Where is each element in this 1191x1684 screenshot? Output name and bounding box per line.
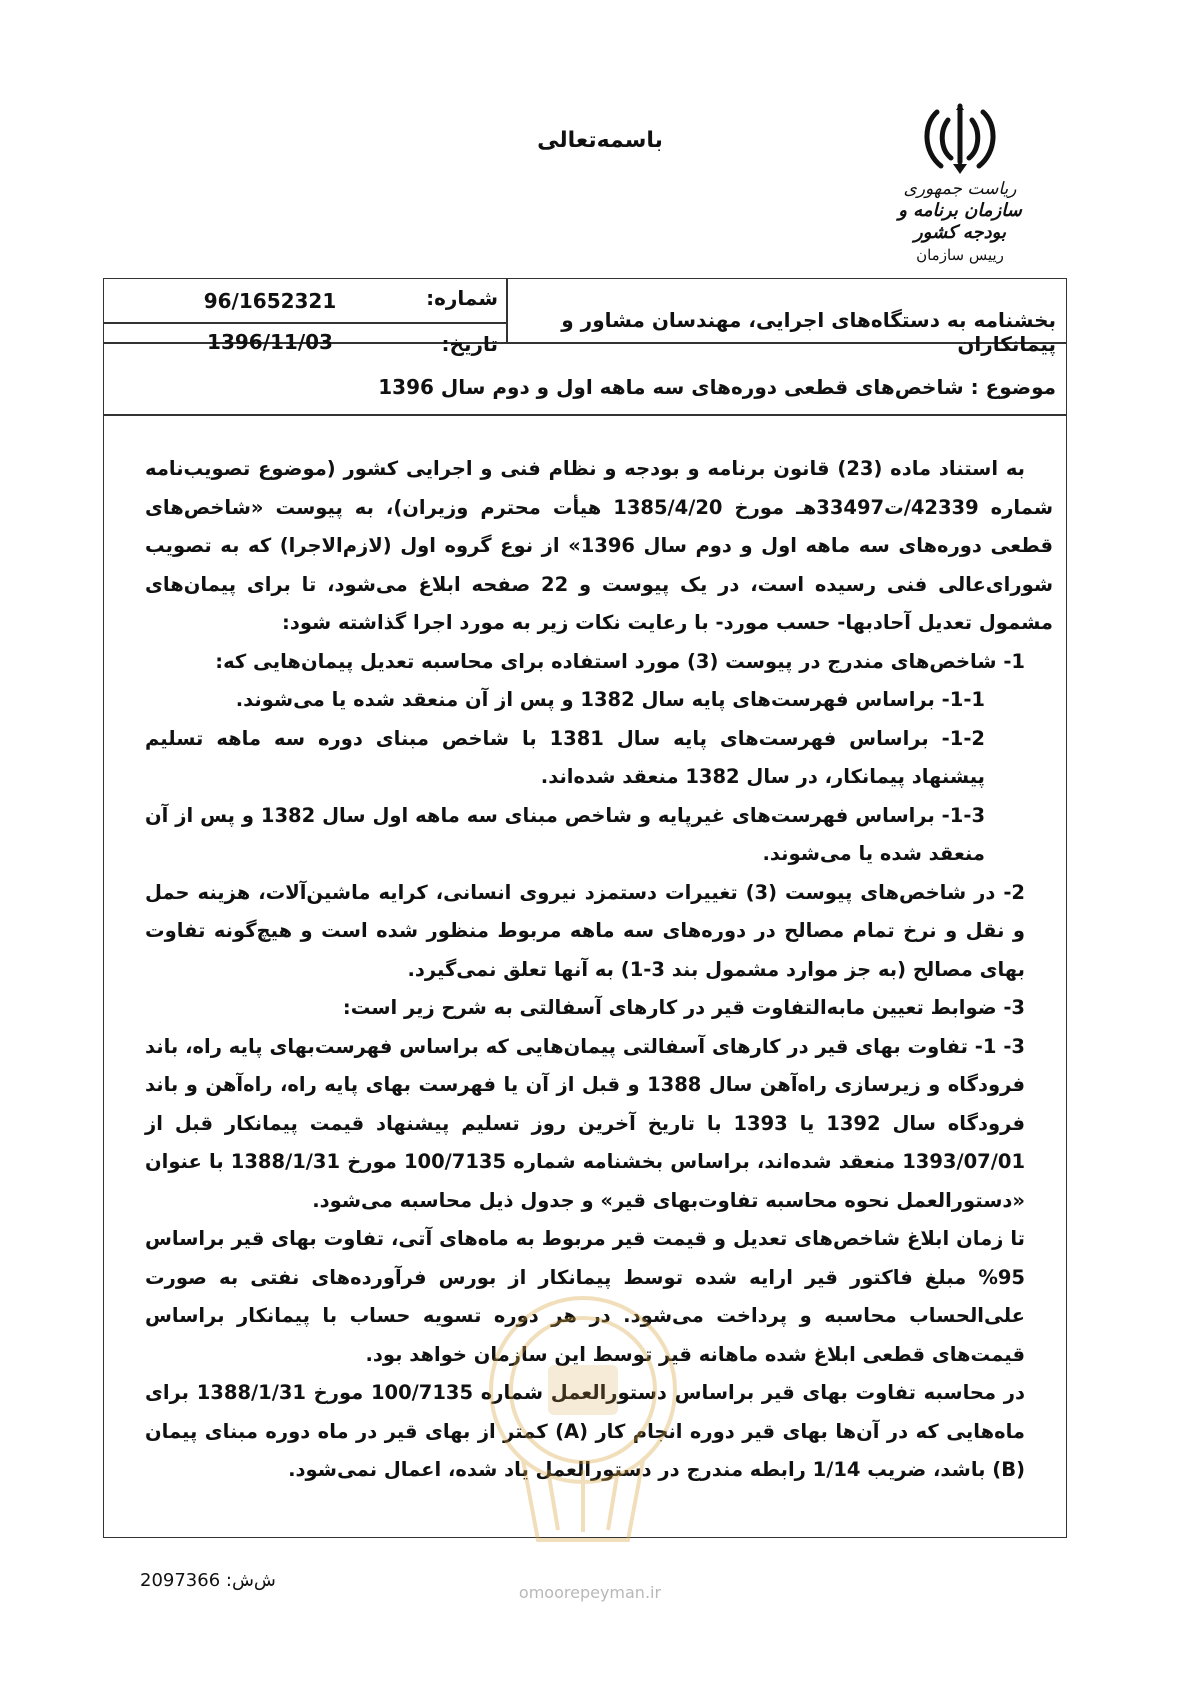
item-3: 3- ضوابط تعیین مابه‌التفاوت قیر در کارهای آسفالتی به شرح زیر است: [342, 996, 1025, 1019]
basmeh-heading: باسمه‌تعالی [537, 128, 663, 153]
divider [103, 322, 507, 324]
date-label: تاریخ: [441, 332, 498, 356]
paragraph-coefficient: در محاسبه تفاوت بهای قیر براساس دستورالعمل شماره 100/7135 مورخ 1388/1/31 برای ماه‌هایی که در آن‌ها بهای قیر دوره انجام کار (A) کمتر از بهای قیر در ماه دوره مبنای پیمان (B) باشد، ضریب 1/14 رابطه مندرج در دستورالعمل یاد شده، اعمال نمی‌شود. [145, 1381, 1025, 1481]
item-2: 2- در شاخص‌های پیوست (3) تغییرات دستمزد نیروی انسانی، کرایه ماشین‌آلات، هزینه حمل و نقل و نرخ تمام مصالح در دوره‌های سه ماهه مربوط منظور شده است و هیچ‌گونه تفاوت بهای مصالح (به جز موارد مشمول بند 3-1) به آنها تعلق نمی‌گیرد. [145, 880, 1025, 981]
paragraph-provisional: تا زمان ابلاغ شاخص‌های تعدیل و قیمت قیر مربوط به ماه‌های آتی، تفاوت بهای قیر براساس 95% مبلغ فاکتور قیر ارایه شده توسط پیمانکار از بورس فرآورده‌های نفتی به صورت علی‌الحساب محاسبه و پرداخت می‌شود. در هر دوره تسویه حساب با پیمانکار براساس قیمت‌های قطعی ابلاغ شده ماهانه قیر توسط این سازمان خواهد بود. [145, 1227, 1025, 1366]
number-value: 96/1652321 [203, 289, 337, 313]
subject-line: موضوع : شاخص‌های قطعی دوره‌های سه ماهه اول و دوم سال 1396 [378, 375, 1056, 399]
divider [103, 414, 1067, 416]
footer-reference: ش‌ش: 2097366 [140, 1570, 276, 1591]
item-3-1: 3- 1- تفاوت بهای قیر در کارهای آسفالتی پیمان‌هایی که براساس فهرست‌بهای پایه راه، باند فرودگاه و زیرسازی راه‌آهن سال 1388 و قبل از آن یا فهرست بهای پایه راه، راه‌آهن و باند فرودگاه سال 1392 یا 1393 با تاریخ آخرین روز تسلیم پیشنهاد قیمت پیمانکار قبل از 1393/07/01 منعقد شده‌اند، براساس بخشنامه شماره 100/7135 مورخ 1388/1/31 با عنوان «دستورالعمل نحوه محاسبه تفاوت‌بهای قیر» و جدول ذیل محاسبه می‌شود. [145, 1034, 1026, 1212]
item-1-2: 1-2- براساس فهرست‌های پایه سال 1381 با شاخص مبنای دوره سه ماهه تسلیم پیشنهاد پیمانکار، در سال 1382 منعقد شده‌اند. [145, 726, 985, 788]
org-line-1: ریاست جمهوری [903, 179, 1017, 199]
date-value: 1396/11/03 [207, 330, 333, 354]
item-1: 1- شاخص‌های مندرج در پیوست (3) مورد استفاده برای محاسبه تعدیل پیمان‌هایی که: [215, 649, 1025, 673]
emblem-icon [915, 100, 1005, 180]
organization-block [880, 178, 1040, 266]
org-line-3: رییس سازمان [916, 246, 1004, 264]
watermark-seal-icon [478, 1270, 688, 1570]
intro-paragraph: به استناد ماده (23) قانون برنامه و بودجه و نظام فنی و اجرایی کشور (موضوع تصویب‌نامه شماره 42339/ت33497هـ مورخ 1385/4/20 هیأت محترم وزیران)، به پیوست «شاخص‌های قطعی دوره‌های سه ماهه اول و دوم سال 1396» از نوع گروه اول (لازم‌الاجرا) که به تصویب شورای‌عالی فنی رسیده است، در یک پیوست و 22 صفحه ابلاغ می‌شود، تا برای پیمان‌های مشمول تعدیل آحادبها- حسب مورد- با رعایت نکات زیر به مورد اجرا گذاشته شود: [145, 457, 1053, 634]
item-1-1: 1-1- براساس فهرست‌های پایه سال 1382 و پس از آن منعقد شده یا می‌شوند. [235, 688, 985, 711]
item-1-3: 1-3- براساس فهرست‌های غیرپایه و شاخص مبنای سه ماهه اول سال 1382 و پس از آن منعقد شده یا می‌شوند. [145, 803, 986, 865]
watermark-text: omoorepeyman.ir [518, 1583, 662, 1602]
org-line-2: سازمان برنامه و بودجه کشور [898, 200, 1022, 243]
number-label: شماره: [426, 286, 498, 310]
recipients-line: بخشنامه به دستگاه‌های اجرایی، مهندسان مشاور و پیمانکاران [561, 308, 1056, 356]
